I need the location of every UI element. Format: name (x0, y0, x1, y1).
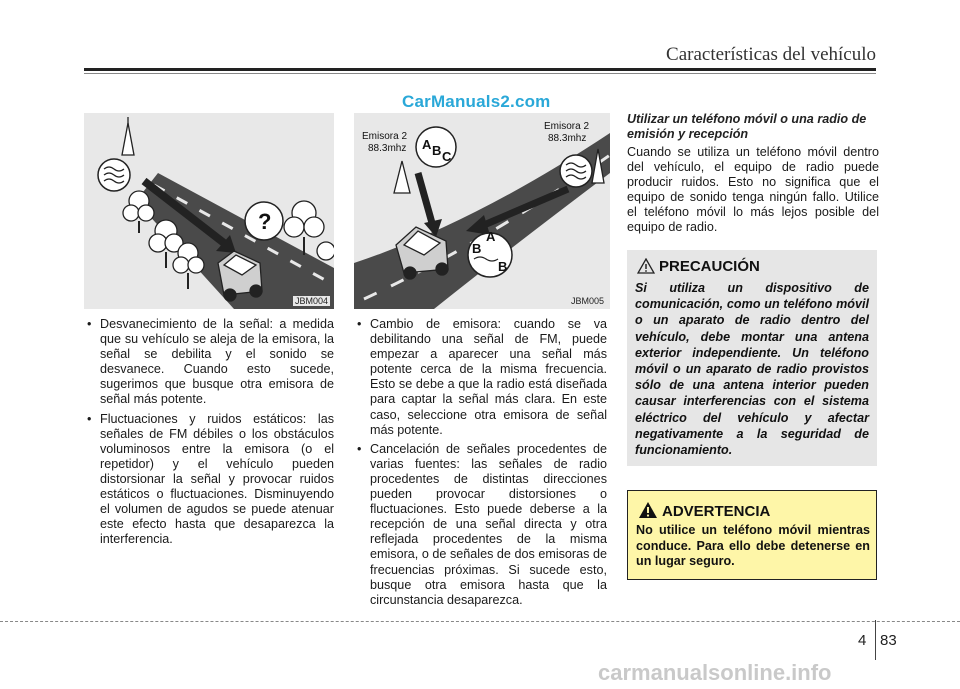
caution-triangle-icon (637, 258, 655, 274)
caution-title: PRECAUCIÓN (659, 258, 760, 275)
bullet-signal-fading: • Desvanecimiento de la señal: a medida que su vehículo se aleja de la emisora, la señal se debilita y el sonido se desvanece. Cuando esto sucede, sugerimos que busque otra emisora de señal más potente. (84, 317, 334, 408)
section-paragraph: Cuando se utiliza un teléfono móvil dentro del vehículo, el equipo de radio puede producir ruidos. Esto no significa que el equipo de sonido tenga ningún fallo. Utilice el teléfono móvil lo más lejos posible del equipo de radio. (627, 145, 879, 235)
bullet-list-col2 (354, 317, 607, 608)
bullet-static-noise: • Fluctuaciones y ruidos estáticos: las señales de FM débiles o los obstáculos voluminosos entre la emisora (o el repetidor) y el vehículo pueden distorsionar la señal y provocar ruidos estáticos o fluctuaciones. Disminuyendo el volumen de agudos se puede atenuar este efecto hasta que desaparezca la interferencia. (84, 412, 334, 548)
bullet-station-change: • Cambio de emisora: cuando se va debilitando una señal de FM, puede empezar a aparecer una señal más potente cerca de la misma frecuencia. Esto se debe a que la radio está diseñada para captar la señal más clara. En este caso, seleccione otra emisora de señal más potente. (354, 317, 607, 438)
footer-dashed-rule (0, 621, 960, 622)
bullet-multipath: • Cancelación de señales procedentes de varias fuentes: las señales de radio procedentes de distintas direcciones pueden provocar distorsiones o fluctuaciones. Esto puede deberse a la recepción de una señal directa y otra reflejada procedentes de la misma emisora, o de señales de dos emisoras de frecuencias próximas. Si sucede esto, busque otra emisora hasta que la circunstancia desaparezca. (354, 442, 607, 608)
figure-signal-fading (84, 113, 334, 309)
station-left-name: Emisora 2 (362, 131, 408, 142)
warning-body: No utilice un teléfono móvil mientras conduce. Para ello debe detenerse en un lugar seguro. (636, 523, 870, 568)
bullet-list-col1 (84, 317, 334, 547)
caution-box (627, 250, 877, 466)
page-number-divider (875, 620, 876, 660)
section-subheading: Utilizar un teléfono móvil o una radio de emisión y recepción (627, 112, 867, 141)
header-rule-thin (84, 73, 876, 74)
column-1 (84, 317, 334, 551)
page-number: 83 (880, 632, 897, 649)
warning-box (627, 490, 877, 580)
watermark-top: CarManuals2.com (402, 92, 551, 111)
letter-b-top: B (432, 143, 442, 158)
caution-body: Si utiliza un dispositivo de comunicación, como un teléfono móvil o un aparato de radio dentro del vehículo, debe montar una antena exterior independiente. Un teléfono móvil o un aparato de radio provistos sólo de una antena interior pueden causar interferencias con el sistema eléctrico del vehículo y afectar negativamente a la seguridad de funcionamiento. (635, 281, 869, 458)
figure-station-change (354, 113, 610, 309)
chapter-number: 4 (858, 632, 867, 649)
illustration-two-stations (354, 113, 610, 309)
warning-triangle-icon (638, 501, 658, 519)
watermark-bottom: carmanualsonline.info (598, 660, 832, 685)
letter-b-low: B (498, 259, 508, 274)
page-header-title: Características del vehículo (666, 44, 876, 65)
letter-b-mid: B (472, 241, 482, 256)
letter-c-top: C (442, 149, 452, 164)
figure-label-left: JBM004 (294, 296, 328, 306)
station-left-freq: 88.3mhz (368, 143, 407, 154)
column-2 (354, 317, 607, 612)
header-rule (84, 68, 876, 71)
illustration-road-car-tower (84, 113, 334, 309)
warning-title: ADVERTENCIA (662, 503, 771, 520)
figure-label-right: JBM005 (570, 296, 604, 306)
question-mark-text: ? (258, 209, 272, 234)
letter-a-top: A (422, 137, 432, 152)
letter-a-mid: A (486, 229, 496, 244)
station-right-name: Emisora 2 (544, 121, 590, 132)
station-right-freq: 88.3mhz (548, 133, 587, 144)
